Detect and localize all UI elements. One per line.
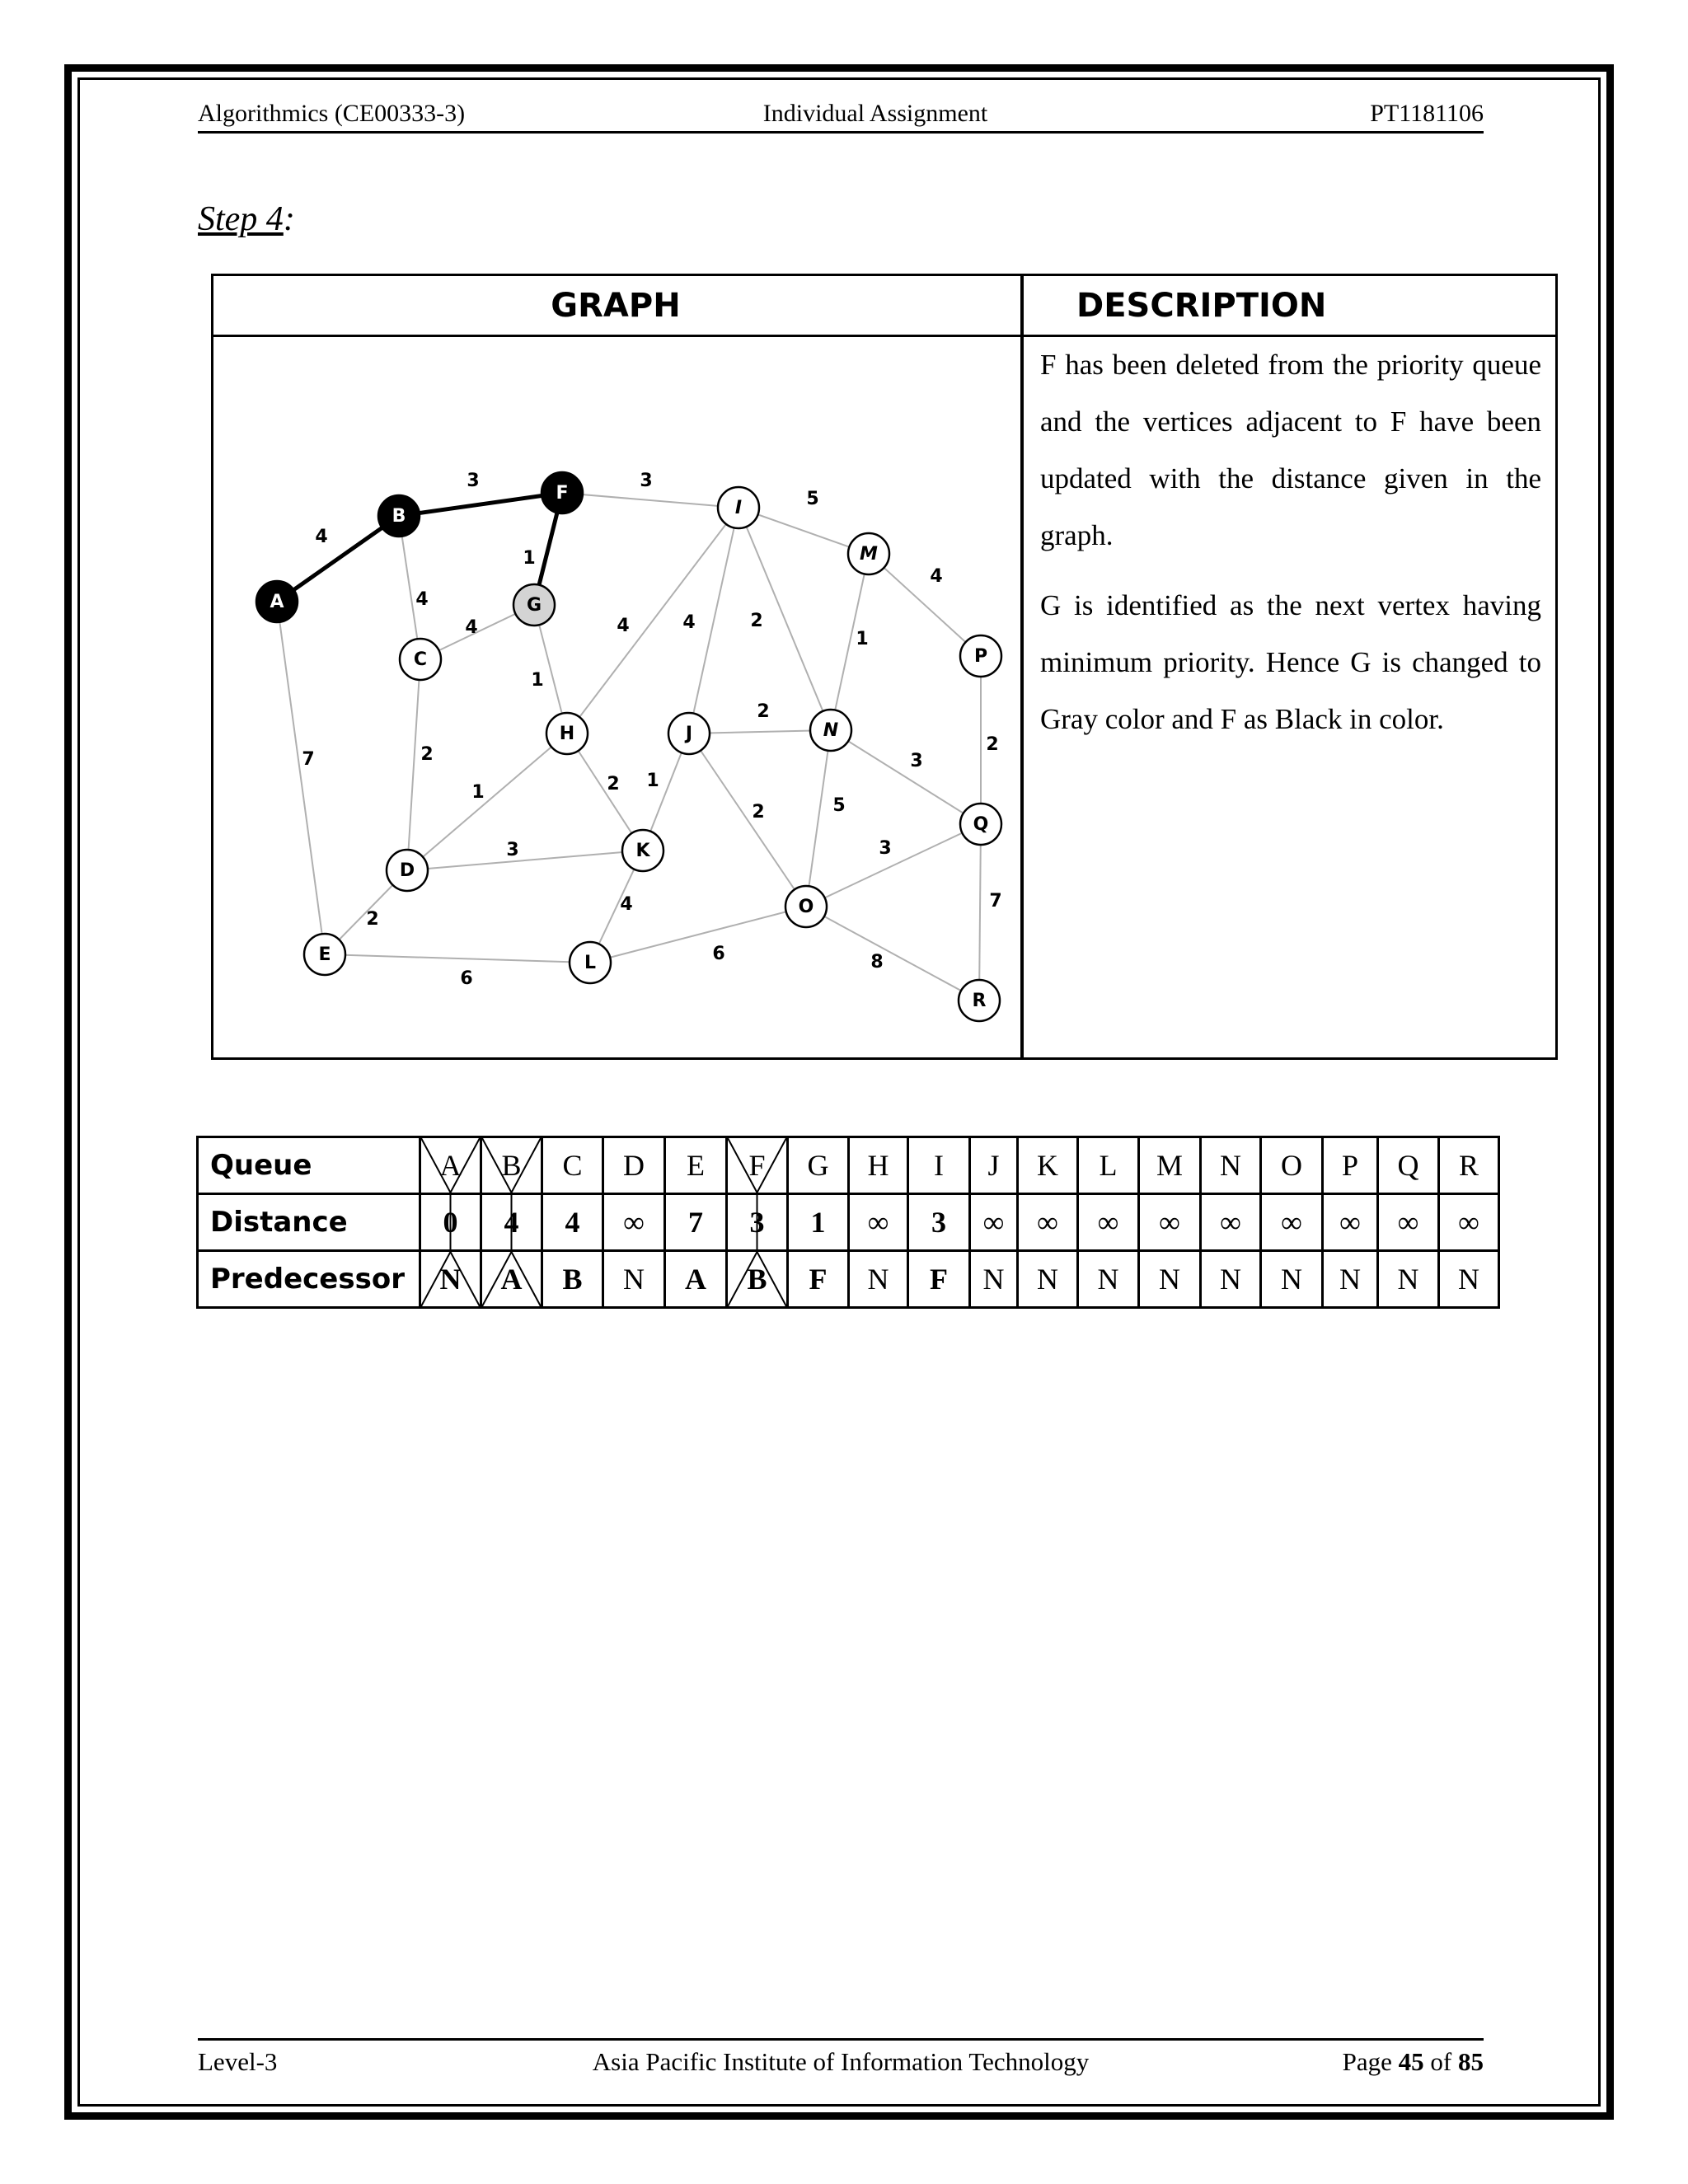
edge-f-i <box>562 493 738 508</box>
edge-q-r <box>979 824 981 1001</box>
node-label-r: R <box>972 991 987 1011</box>
footer-level: Level-3 <box>198 2047 278 2076</box>
predecessor-cell-b <box>481 1251 542 1308</box>
node-n <box>810 710 851 751</box>
queue-cell-l <box>1078 1137 1139 1194</box>
predecessor-cell-value: N <box>1037 1263 1058 1296</box>
node-label-a: A <box>270 592 284 612</box>
queue-cell-value: J <box>987 1149 1000 1182</box>
queue-cell-r <box>1439 1137 1499 1194</box>
edge-weight-m-p: 4 <box>930 566 943 587</box>
node-e <box>304 934 345 975</box>
footer-institute: Asia Pacific Institute of Information Technology <box>592 2047 1090 2076</box>
step-colon: : <box>283 200 295 238</box>
distance-cell-value: 4 <box>565 1206 580 1239</box>
queue-cell-value: M <box>1156 1149 1183 1182</box>
node-label-e: E <box>318 944 331 965</box>
node-label-f: F <box>556 483 569 504</box>
queue-cell-value: Q <box>1397 1149 1419 1182</box>
edge-weight-b-c: 4 <box>415 589 429 610</box>
predecessor-cell-e <box>665 1251 727 1308</box>
node-label-k: K <box>635 841 650 861</box>
queue-cell-g <box>788 1137 849 1194</box>
queue-cell-e <box>665 1137 727 1194</box>
header-title: Individual Assignment <box>762 100 988 127</box>
queue-cell-k <box>1018 1137 1078 1194</box>
predecessor-cell-m <box>1139 1251 1201 1308</box>
queue-cell-value: G <box>807 1149 829 1182</box>
queue-cell-value: P <box>1341 1149 1359 1182</box>
node-o <box>785 886 827 927</box>
description-heading: DESCRIPTION <box>1076 287 1327 325</box>
distance-cell-value: 3 <box>931 1206 946 1239</box>
predecessor-row <box>198 1251 1499 1308</box>
predecessor-cell-value: A <box>500 1263 523 1296</box>
node-l <box>570 942 611 983</box>
edge-weight-f-i: 3 <box>640 471 653 491</box>
edge-weight-f-g: 1 <box>523 548 536 569</box>
edge-weight-n-o: 5 <box>832 795 846 816</box>
distance-cell-value: ∞ <box>1159 1206 1180 1239</box>
edge-o-r <box>806 907 979 1001</box>
edge-d-k <box>407 851 643 870</box>
distance-cell-value: ∞ <box>1037 1206 1058 1239</box>
node-label-i: I <box>734 498 743 518</box>
edge-weight-o-r: 8 <box>870 952 884 972</box>
queue-cell-b <box>481 1137 542 1194</box>
distance-cell-j <box>970 1194 1018 1251</box>
distance-cell-f <box>727 1194 788 1251</box>
node-label-c: C <box>413 649 428 670</box>
distance-cell-m <box>1139 1194 1201 1251</box>
footer-page <box>1236 2046 1484 2079</box>
footer-rule <box>198 2038 1484 2041</box>
graph-diagram <box>211 335 1020 1058</box>
node-k <box>622 830 663 871</box>
predecessor-cell-r <box>1439 1251 1499 1308</box>
edge-m-p <box>869 554 981 656</box>
predecessor-cell-value: N <box>1220 1263 1241 1296</box>
queue-cell-value: H <box>867 1149 889 1182</box>
predecessor-cell-p <box>1323 1251 1378 1308</box>
distance-cell-value: ∞ <box>1281 1206 1302 1239</box>
queue-cell-h <box>849 1137 908 1194</box>
queue-row-label: Queue <box>198 1137 420 1194</box>
edge-weight-h-d: 1 <box>471 782 485 803</box>
distance-cell-i <box>908 1194 970 1251</box>
distance-cell-value: ∞ <box>982 1206 1005 1239</box>
predecessor-cell-value: N <box>1397 1263 1419 1296</box>
edge-e-l <box>325 954 590 963</box>
distance-cell-q <box>1378 1194 1439 1251</box>
predecessor-cell-value: N <box>867 1263 889 1296</box>
predecessor-cell-d <box>603 1251 665 1308</box>
distance-cell-value: 4 <box>504 1206 519 1239</box>
queue-cell-a <box>420 1137 481 1194</box>
distance-cell-value: ∞ <box>1097 1206 1119 1239</box>
edge-weight-d-k: 3 <box>506 840 519 860</box>
queue-cell-p <box>1323 1137 1378 1194</box>
distance-cell-value: ∞ <box>623 1206 645 1239</box>
edge-weight-i-m: 5 <box>806 489 819 509</box>
predecessor-cell-value: B <box>562 1263 583 1296</box>
predecessor-cell-value: F <box>930 1263 948 1296</box>
node-b <box>378 495 420 537</box>
queue-cell-value: I <box>934 1149 944 1182</box>
page-total: 85 <box>1458 2047 1484 2076</box>
queue-cell-j <box>970 1137 1018 1194</box>
edge-i-h <box>567 508 738 733</box>
distance-cell-value: ∞ <box>1220 1206 1241 1239</box>
node-label-j: J <box>685 724 693 744</box>
predecessor-cell-value: N <box>1159 1263 1180 1296</box>
header-course: Algorithmics (CE00333-3) <box>198 100 466 127</box>
distance-cell-value: ∞ <box>1458 1206 1479 1239</box>
edge-weight-e-l: 6 <box>460 968 473 989</box>
predecessor-cell-a <box>420 1251 481 1308</box>
edge-weight-j-k: 1 <box>646 771 659 791</box>
node-label-l: L <box>584 953 597 973</box>
edge-weight-a-e: 7 <box>302 749 315 770</box>
edge-weight-l-o: 6 <box>712 944 725 964</box>
table-column-divider <box>1020 274 1024 1060</box>
queue-cell-value: R <box>1458 1149 1479 1182</box>
page-number: 45 <box>1398 2047 1424 2076</box>
edge-weight-c-d: 2 <box>420 744 434 765</box>
description-paragraph-1: F has been deleted from the priority queue and the vertices adjacent to F have been updated with the distance given in the graph. <box>1040 349 1541 551</box>
node-a <box>256 581 298 622</box>
edge-weight-b-f: 3 <box>467 471 480 491</box>
distance-cell-value: ∞ <box>1339 1206 1361 1239</box>
distance-cell-l <box>1078 1194 1139 1251</box>
node-label-p: P <box>973 646 988 667</box>
queue-cell-value: C <box>562 1149 583 1182</box>
distance-cell-d <box>603 1194 665 1251</box>
queue-cell-value: L <box>1099 1149 1118 1182</box>
node-g <box>513 584 555 626</box>
distance-row-label: Distance <box>198 1194 420 1251</box>
predecessor-cell-value: N <box>1458 1263 1479 1296</box>
queue-cell-m <box>1139 1137 1201 1194</box>
distance-cell-value: 0 <box>443 1206 458 1239</box>
distance-row <box>198 1194 1499 1251</box>
distance-cell-c <box>542 1194 603 1251</box>
predecessor-cell-o <box>1261 1251 1323 1308</box>
edge-o-q <box>806 824 981 907</box>
predecessor-cell-value: N <box>1339 1263 1361 1296</box>
node-label-d: D <box>399 860 415 881</box>
edge-weight-n-q: 3 <box>910 751 923 771</box>
queue-cell-value: K <box>1037 1149 1058 1182</box>
description-paragraph-2: G is identified as the next vertex having minimum priority. Hence G is changed to Gray color and F as Black in color. <box>1040 589 1541 735</box>
page-of: of <box>1423 2047 1458 2076</box>
predecessor-cell-value: N <box>623 1263 645 1296</box>
predecessor-cell-value: B <box>747 1263 767 1296</box>
distance-cell-g <box>788 1194 849 1251</box>
distance-cell-value: 3 <box>749 1206 765 1239</box>
distance-cell-r <box>1439 1194 1499 1251</box>
predecessor-cell-q <box>1378 1251 1439 1308</box>
node-label-n: N <box>823 720 839 741</box>
weight-layer <box>302 471 1001 989</box>
node-h <box>546 713 588 754</box>
queue-cell-o <box>1261 1137 1323 1194</box>
edge-n-o <box>806 730 831 907</box>
edge-weight-g-c: 4 <box>465 617 478 638</box>
edge-weight-j-o: 2 <box>752 802 765 823</box>
node-label-m: M <box>860 544 878 565</box>
node-f <box>542 472 583 513</box>
edge-weight-a-b: 4 <box>315 527 328 547</box>
edge-a-e <box>277 602 325 954</box>
predecessor-cell-value: N <box>1097 1263 1119 1296</box>
predecessor-cell-n <box>1201 1251 1261 1308</box>
node-label-o: O <box>798 897 814 917</box>
predecessor-cell-value: N <box>982 1263 1005 1296</box>
distance-cell-h <box>849 1194 908 1251</box>
node-label-g: G <box>526 595 542 616</box>
distance-cell-a <box>420 1194 481 1251</box>
queue-cell-n <box>1201 1137 1261 1194</box>
predecessor-cell-k <box>1018 1251 1078 1308</box>
edge-n-q <box>831 730 981 824</box>
node-m <box>848 533 889 574</box>
predecessor-cell-value: F <box>809 1263 828 1296</box>
page-prefix: Page <box>1342 2047 1399 2076</box>
node-c <box>400 639 441 680</box>
node-i <box>718 487 759 528</box>
edge-b-c <box>399 516 420 659</box>
queue-cell-c <box>542 1137 603 1194</box>
queue-cell-value: O <box>1281 1149 1302 1182</box>
predecessor-cell-l <box>1078 1251 1139 1308</box>
distance-cell-e <box>665 1194 727 1251</box>
edge-weight-o-q: 3 <box>879 838 892 859</box>
node-layer <box>256 472 1001 1021</box>
queue-cell-value: B <box>501 1149 522 1182</box>
node-j <box>668 713 710 754</box>
edge-weight-j-n: 2 <box>757 701 770 722</box>
predecessor-cell-j <box>970 1251 1018 1308</box>
predecessor-cell-value: A <box>685 1263 706 1296</box>
distance-cell-value: 1 <box>810 1206 826 1239</box>
edge-weight-i-n: 2 <box>750 611 763 631</box>
queue-cell-value: F <box>748 1149 766 1182</box>
edge-weight-i-j: 4 <box>682 612 696 633</box>
header-rule <box>198 131 1484 134</box>
distance-cell-o <box>1261 1194 1323 1251</box>
queue-cell-value: A <box>439 1149 462 1182</box>
edge-weight-h-k: 2 <box>607 774 620 794</box>
description-text <box>1040 336 1541 761</box>
predecessor-cell-i <box>908 1251 970 1308</box>
edge-weight-k-l: 4 <box>620 894 633 915</box>
edge-a-b <box>277 516 399 602</box>
queue-row <box>198 1137 1499 1194</box>
distance-cell-n <box>1201 1194 1261 1251</box>
node-d <box>387 850 428 891</box>
edge-weight-p-q: 2 <box>986 734 999 755</box>
edge-weight-d-e: 2 <box>366 909 379 930</box>
queue-cell-d <box>603 1137 665 1194</box>
predecessor-cell-value: N <box>1281 1263 1302 1296</box>
distance-cell-value: ∞ <box>867 1206 889 1239</box>
distance-cell-b <box>481 1194 542 1251</box>
queue-cell-q <box>1378 1137 1439 1194</box>
distance-cell-p <box>1323 1194 1378 1251</box>
edge-b-f <box>399 493 562 516</box>
queue-cell-value: D <box>623 1149 645 1182</box>
node-q <box>960 804 1001 845</box>
edge-j-o <box>689 733 806 907</box>
header-id: PT1181106 <box>1370 100 1484 127</box>
queue-cell-value: E <box>687 1149 705 1182</box>
predecessor-cell-c <box>542 1251 603 1308</box>
distance-cell-k <box>1018 1194 1078 1251</box>
predecessor-cell-h <box>849 1251 908 1308</box>
edge-weight-g-h: 1 <box>531 670 544 691</box>
edge-weight-i-h: 4 <box>617 616 630 636</box>
node-label-q: Q <box>973 814 989 835</box>
edge-weight-q-r: 7 <box>989 891 1002 912</box>
predecessor-row-label: Predecessor <box>198 1251 420 1308</box>
queue-cell-value: N <box>1220 1149 1241 1182</box>
node-label-b: B <box>392 506 406 527</box>
step-label: Step 4 <box>198 200 284 238</box>
node-p <box>960 635 1001 677</box>
graph-heading: GRAPH <box>551 287 681 325</box>
edge-weight-m-n: 1 <box>856 629 869 649</box>
queue-cell-i <box>908 1137 970 1194</box>
queue-cell-f <box>727 1137 788 1194</box>
priority-queue-table <box>196 1136 1500 1309</box>
predecessor-cell-f <box>727 1251 788 1308</box>
distance-cell-value: ∞ <box>1397 1206 1419 1239</box>
node-r <box>959 980 1000 1021</box>
predecessor-cell-value: N <box>439 1263 462 1296</box>
edge-c-d <box>407 659 420 870</box>
edge-l-o <box>590 907 806 963</box>
predecessor-cell-g <box>788 1251 849 1308</box>
node-label-h: H <box>559 724 575 744</box>
step-title <box>198 196 295 242</box>
distance-cell-value: 7 <box>688 1206 703 1239</box>
